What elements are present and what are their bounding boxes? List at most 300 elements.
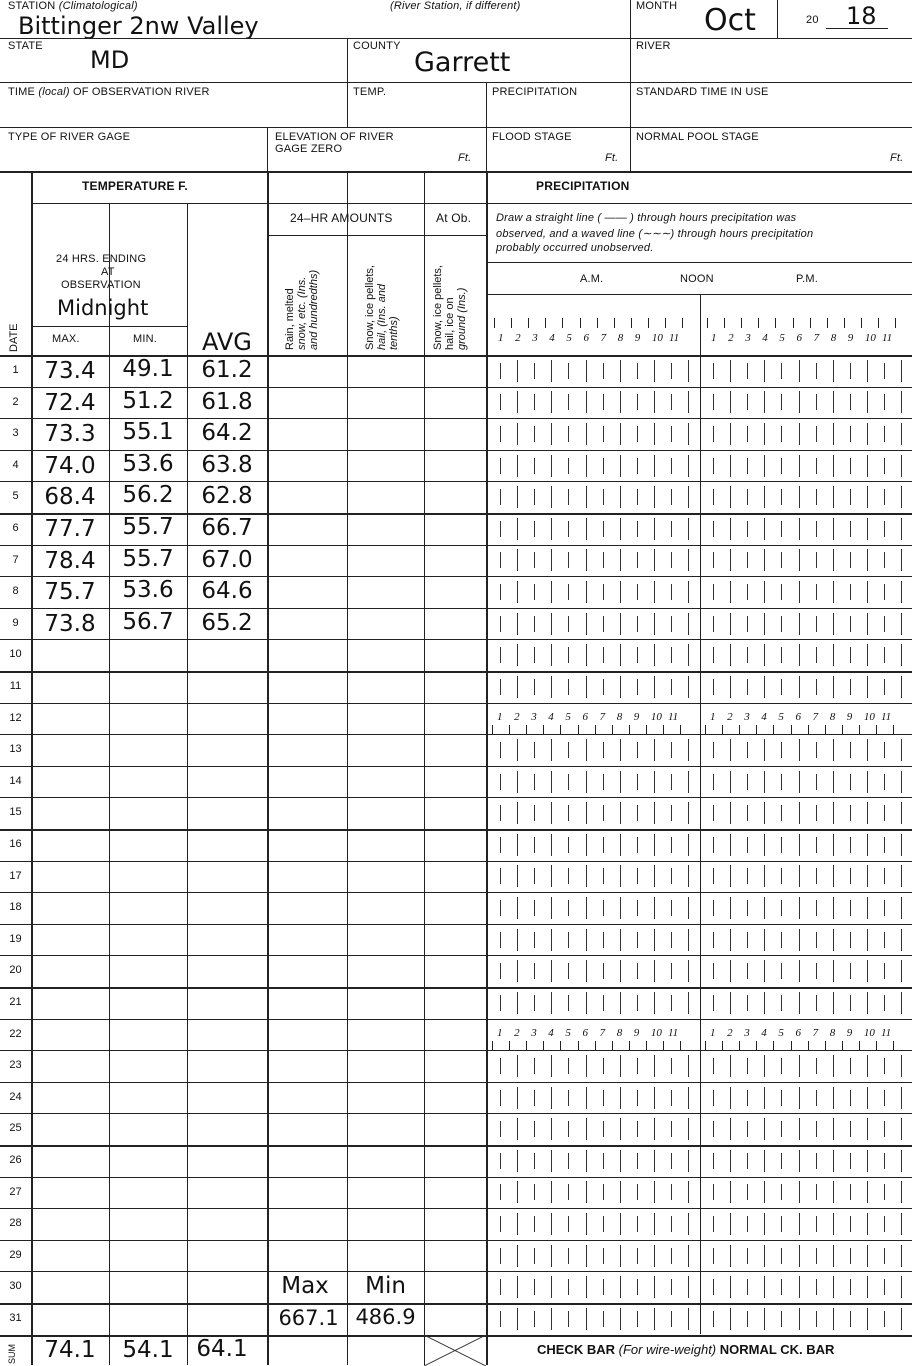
hour-tick <box>713 1279 714 1295</box>
hour-number: 5 <box>566 332 572 344</box>
hour-tick <box>884 426 885 442</box>
hour-tick <box>884 363 885 379</box>
row-date: 22 <box>9 1027 22 1040</box>
hour-tick <box>500 1248 501 1264</box>
hour-tick <box>747 1121 748 1137</box>
hour-tick <box>560 1041 561 1050</box>
hour-tick <box>730 865 731 887</box>
hour-tick <box>713 647 714 663</box>
hour-tick <box>517 771 518 793</box>
rule <box>267 127 268 171</box>
hour-tick <box>620 613 621 635</box>
hour-tick <box>816 584 817 600</box>
year-underline <box>826 28 888 29</box>
hour-tick <box>603 742 604 758</box>
min-temp-cell: 56.2 <box>122 482 174 509</box>
hour-tick <box>620 549 621 571</box>
snow-heading-3: tenths) <box>388 316 400 350</box>
hour-tick <box>603 1248 604 1264</box>
hour-tick <box>884 1153 885 1169</box>
hour-tick <box>747 584 748 600</box>
hour-tick <box>816 552 817 568</box>
hour-number: 7 <box>599 1026 606 1039</box>
hour-tick <box>781 805 782 821</box>
hour-tick <box>867 1308 868 1330</box>
hour-tick <box>722 725 723 734</box>
hour-tick <box>688 929 689 951</box>
hour-tick <box>671 1184 672 1200</box>
hour-tick <box>500 584 501 600</box>
hour-tick <box>816 1311 817 1327</box>
hour-tick <box>747 647 748 663</box>
hour-tick <box>816 1248 817 1264</box>
hour-tick <box>671 1058 672 1074</box>
year-value: 18 <box>846 2 877 30</box>
hour-tick <box>859 725 860 734</box>
hour-tick <box>603 1090 604 1106</box>
hour-tick <box>833 549 834 571</box>
hour-number: 7 <box>812 1026 819 1039</box>
hour-tick <box>517 1245 518 1267</box>
hour-tick <box>586 391 587 413</box>
hour-tick <box>867 1276 868 1298</box>
hour-number: 3 <box>745 332 751 344</box>
hour-tick <box>620 1118 621 1140</box>
hour-tick <box>713 458 714 474</box>
hour-tick <box>799 771 800 793</box>
max-temp-cell: 77.7 <box>44 516 96 542</box>
hour-tick <box>663 1041 664 1050</box>
hour-number: 2 <box>514 710 520 723</box>
hour-number: 8 <box>829 1026 836 1039</box>
hour-number: 10 <box>650 1026 662 1039</box>
hour-number: 6 <box>795 710 801 723</box>
hour-tick <box>850 1153 851 1169</box>
hour-tick <box>833 486 834 508</box>
hour-tick <box>713 774 714 790</box>
hour-tick <box>517 486 518 508</box>
hour-tick <box>884 647 885 663</box>
hour-tick <box>603 426 604 442</box>
hour-tick <box>680 725 681 734</box>
rule <box>486 294 912 295</box>
hour-tick <box>671 584 672 600</box>
hour-number: 3 <box>531 1026 537 1039</box>
pm-label: P.M. <box>796 273 818 285</box>
hour-number: 11 <box>668 1026 679 1039</box>
hour-tick <box>603 1216 604 1232</box>
row-rule <box>0 1303 912 1305</box>
hour-tick <box>620 739 621 761</box>
hour-number: 6 <box>796 332 802 344</box>
hour-tick <box>620 676 621 698</box>
hour-tick <box>833 455 834 477</box>
hour-tick <box>586 1245 587 1267</box>
hour-tick <box>816 1153 817 1169</box>
row-date: 7 <box>12 553 19 566</box>
hour-tick <box>867 423 868 445</box>
hour-tick <box>654 1245 655 1267</box>
hour-tick <box>586 549 587 571</box>
avg-temp-cell: 61.8 <box>201 388 253 415</box>
hour-tick <box>568 868 569 884</box>
hour-tick <box>500 1216 501 1232</box>
hour-tick <box>500 394 501 410</box>
hour-tick <box>492 725 493 734</box>
hour-tick <box>603 995 604 1011</box>
hour-tick <box>568 1090 569 1106</box>
hour-tick <box>534 458 535 474</box>
rule <box>267 171 269 1365</box>
hour-tick <box>620 423 621 445</box>
row-date: 16 <box>9 838 22 850</box>
hour-tick <box>867 802 868 824</box>
hour-tick <box>901 897 902 919</box>
min-temp-cell: 53.6 <box>122 450 174 477</box>
row-date: 10 <box>9 648 22 661</box>
hour-tick <box>654 1118 655 1140</box>
hour-tick <box>517 391 518 413</box>
hour-number: 10 <box>864 332 876 344</box>
hour-tick <box>833 423 834 445</box>
hour-tick <box>901 455 902 477</box>
hour-tick <box>791 1041 792 1050</box>
hour-tick <box>799 676 800 698</box>
hour-tick <box>534 1311 535 1327</box>
hour-number: 11 <box>668 710 679 723</box>
hour-number: 1 <box>710 710 716 723</box>
hour-tick <box>654 549 655 571</box>
hour-tick <box>517 1276 518 1298</box>
hour-tick <box>688 1055 689 1077</box>
hour-tick <box>534 647 535 663</box>
hour-tick <box>534 552 535 568</box>
hour-tick <box>713 394 714 410</box>
hour-number: 10 <box>650 710 662 723</box>
hour-tick <box>884 742 885 758</box>
rule <box>486 171 488 1365</box>
hour-tick <box>603 1153 604 1169</box>
hour-number: 7 <box>813 332 820 344</box>
hour-tick <box>603 1279 604 1295</box>
min-temp-cell: 56.7 <box>122 608 174 635</box>
hour-number: 5 <box>778 1026 784 1039</box>
hour-tick <box>534 584 535 600</box>
hour-tick <box>654 960 655 982</box>
hour-tick <box>713 868 714 884</box>
hour-tick <box>730 518 731 540</box>
hour-tick <box>781 868 782 884</box>
hour-tick <box>781 363 782 379</box>
amounts-24hr: 24–HR AMOUNTS <box>290 211 393 225</box>
hour-tick <box>517 1055 518 1077</box>
hour-tick <box>568 552 569 568</box>
hour-number: 9 <box>633 1026 640 1039</box>
hour-tick <box>842 725 843 734</box>
hour-tick <box>551 644 552 666</box>
hour-number: 1 <box>710 1026 716 1039</box>
hour-tick <box>747 1184 748 1200</box>
hour-tick <box>534 1121 535 1137</box>
hour-tick <box>578 1041 579 1050</box>
row-rule <box>0 1113 912 1114</box>
hour-tick <box>517 676 518 698</box>
hour-tick <box>637 1184 638 1200</box>
row-rule <box>0 987 912 989</box>
hour-tick <box>901 865 902 887</box>
rain-heading-3: and hundredths) <box>308 269 320 350</box>
hour-number: 4 <box>761 1026 767 1039</box>
hour-tick <box>637 647 638 663</box>
hour-tick <box>551 992 552 1014</box>
hour-number: 5 <box>778 710 784 723</box>
row-rule <box>0 1019 912 1020</box>
hour-tick <box>764 581 765 603</box>
hour-tick <box>586 613 587 635</box>
hour-tick <box>850 489 851 505</box>
hour-tick <box>603 963 604 979</box>
hour-tick <box>878 318 879 328</box>
hour-number: 8 <box>617 332 624 344</box>
instruction-line-3: probably occurred unobserved. <box>496 242 654 254</box>
hour-tick <box>654 518 655 540</box>
row-rule <box>0 955 912 956</box>
hour-tick <box>781 963 782 979</box>
hour-tick <box>620 865 621 887</box>
hour-tick <box>747 995 748 1011</box>
row-date: 13 <box>9 743 22 756</box>
hour-tick <box>620 644 621 666</box>
hour-tick <box>586 1087 587 1109</box>
hour-tick <box>799 581 800 603</box>
hour-tick <box>713 1311 714 1327</box>
row-date: 6 <box>12 522 19 534</box>
station-value: Bittinger 2nw Valley <box>18 12 259 40</box>
hour-tick <box>534 900 535 916</box>
hour-tick <box>603 584 604 600</box>
hour-tick <box>833 1181 834 1203</box>
row-date: 25 <box>9 1122 22 1135</box>
hour-tick <box>688 834 689 856</box>
ground-heading-2: hail, ice on <box>444 297 456 350</box>
hour-tick <box>799 897 800 919</box>
hour-tick <box>500 805 501 821</box>
hour-tick <box>901 1118 902 1140</box>
hour-tick <box>586 897 587 919</box>
hour-tick <box>500 963 501 979</box>
hour-tick <box>747 394 748 410</box>
precipitation-title: PRECIPITATION <box>536 179 630 193</box>
hour-tick <box>747 426 748 442</box>
hour-tick <box>671 1311 672 1327</box>
hour-tick <box>901 802 902 824</box>
hour-tick <box>833 1055 834 1077</box>
avg-temp-cell: 64.2 <box>201 420 253 447</box>
hour-tick <box>534 1248 535 1264</box>
hour-tick <box>747 932 748 948</box>
hour-tick <box>500 995 501 1011</box>
hour-tick <box>586 834 587 856</box>
rule <box>31 203 912 204</box>
hour-tick <box>901 1245 902 1267</box>
hour-tick <box>688 676 689 698</box>
hour-tick <box>713 995 714 1011</box>
hour-tick <box>517 455 518 477</box>
hour-tick <box>816 742 817 758</box>
hour-tick <box>833 1276 834 1298</box>
hour-tick <box>799 423 800 445</box>
hour-tick <box>578 725 579 734</box>
hour-tick <box>867 1150 868 1172</box>
hour-number: 9 <box>846 710 853 723</box>
hour-tick <box>764 391 765 413</box>
hour-tick <box>500 1153 501 1169</box>
hour-tick <box>534 868 535 884</box>
sum-max: 74.1 <box>44 1336 96 1363</box>
hour-tick <box>620 1055 621 1077</box>
year-prefix: 20 <box>806 14 819 26</box>
hour-number: 4 <box>761 710 767 723</box>
hour-tick <box>773 1041 774 1050</box>
hour-tick <box>620 771 621 793</box>
avg-temp-cell: 61.2 <box>201 357 253 383</box>
hour-tick <box>688 1181 689 1203</box>
row-date: 20 <box>9 964 22 977</box>
hour-tick <box>867 676 868 698</box>
hour-number: 10 <box>863 1026 875 1039</box>
hour-tick <box>713 1058 714 1074</box>
hour-tick <box>620 992 621 1014</box>
flood-ft: Ft. <box>605 152 619 164</box>
hour-tick <box>551 897 552 919</box>
hour-tick <box>781 489 782 505</box>
hour-tick <box>901 1276 902 1298</box>
row-rule <box>0 829 912 831</box>
row-date: 17 <box>9 869 22 882</box>
hour-tick <box>799 360 800 382</box>
hour-number: 2 <box>727 710 733 723</box>
hour-tick <box>586 1181 587 1203</box>
hour-tick <box>654 1055 655 1077</box>
hour-tick <box>500 742 501 758</box>
hour-tick <box>901 1181 902 1203</box>
hour-tick <box>671 1248 672 1264</box>
hour-tick <box>901 739 902 761</box>
hour-tick <box>781 1058 782 1074</box>
hour-tick <box>884 1121 885 1137</box>
hour-tick <box>764 1245 765 1267</box>
county-value: Garrett <box>414 47 511 78</box>
hour-number: 4 <box>548 710 554 723</box>
hour-tick <box>620 486 621 508</box>
hrs-ending-2: AT <box>101 266 115 278</box>
hour-tick <box>603 1311 604 1327</box>
hour-tick <box>654 771 655 793</box>
hour-tick <box>730 929 731 951</box>
hour-tick <box>603 1058 604 1074</box>
temp-label: TEMP. <box>353 86 387 98</box>
hour-tick <box>901 1150 902 1172</box>
snow-heading-2: hail, (Ins. and <box>376 283 388 350</box>
hour-tick <box>833 802 834 824</box>
row-date: 14 <box>9 774 22 787</box>
observation-time-value: Midnight <box>57 296 149 320</box>
row-date: 27 <box>9 1185 22 1198</box>
hour-tick <box>534 1279 535 1295</box>
hour-number: 11 <box>882 332 893 344</box>
hour-tick <box>688 897 689 919</box>
month-label: MONTH <box>636 0 678 12</box>
hour-tick <box>833 834 834 856</box>
hour-tick <box>637 363 638 379</box>
hour-tick <box>867 771 868 793</box>
hour-tick <box>799 1118 800 1140</box>
hour-tick <box>620 391 621 413</box>
rule <box>486 262 912 263</box>
hour-tick <box>551 360 552 382</box>
hour-number: 10 <box>863 710 875 723</box>
hour-tick <box>850 837 851 853</box>
hour-tick <box>833 865 834 887</box>
hour-tick <box>884 1090 885 1106</box>
hour-tick <box>730 834 731 856</box>
hour-tick <box>671 805 672 821</box>
month-value: Oct <box>704 3 756 38</box>
row-rule <box>0 1145 912 1147</box>
hour-tick <box>850 394 851 410</box>
hour-tick <box>568 1311 569 1327</box>
hour-tick <box>654 644 655 666</box>
hour-tick <box>654 834 655 856</box>
hour-tick <box>867 834 868 856</box>
row-date: 18 <box>9 901 22 914</box>
hour-tick <box>671 837 672 853</box>
hour-tick <box>534 426 535 442</box>
hour-tick <box>901 581 902 603</box>
row-date: 26 <box>9 1154 22 1166</box>
hour-tick <box>867 1213 868 1235</box>
hour-tick <box>637 489 638 505</box>
hour-tick <box>637 458 638 474</box>
hour-tick <box>799 518 800 540</box>
hour-tick <box>901 1087 902 1109</box>
hour-tick <box>603 868 604 884</box>
hour-tick <box>620 1150 621 1172</box>
hour-tick <box>781 426 782 442</box>
hour-tick <box>884 868 885 884</box>
hour-tick <box>764 676 765 698</box>
hour-tick <box>517 518 518 540</box>
hour-number: 10 <box>651 332 663 344</box>
hour-tick <box>884 1248 885 1264</box>
hour-tick <box>545 318 546 328</box>
max-temp-cell: 74.0 <box>44 452 96 479</box>
hour-tick <box>781 1090 782 1106</box>
hour-tick <box>603 1121 604 1137</box>
hour-tick <box>747 489 748 505</box>
hour-tick <box>884 584 885 600</box>
hour-tick <box>688 739 689 761</box>
hour-tick <box>586 486 587 508</box>
hour-tick <box>901 486 902 508</box>
hour-tick <box>517 423 518 445</box>
rule <box>267 235 486 236</box>
hour-tick <box>808 1041 809 1050</box>
hour-tick <box>534 1058 535 1074</box>
hour-tick <box>568 774 569 790</box>
hour-tick <box>799 834 800 856</box>
hour-tick <box>884 805 885 821</box>
